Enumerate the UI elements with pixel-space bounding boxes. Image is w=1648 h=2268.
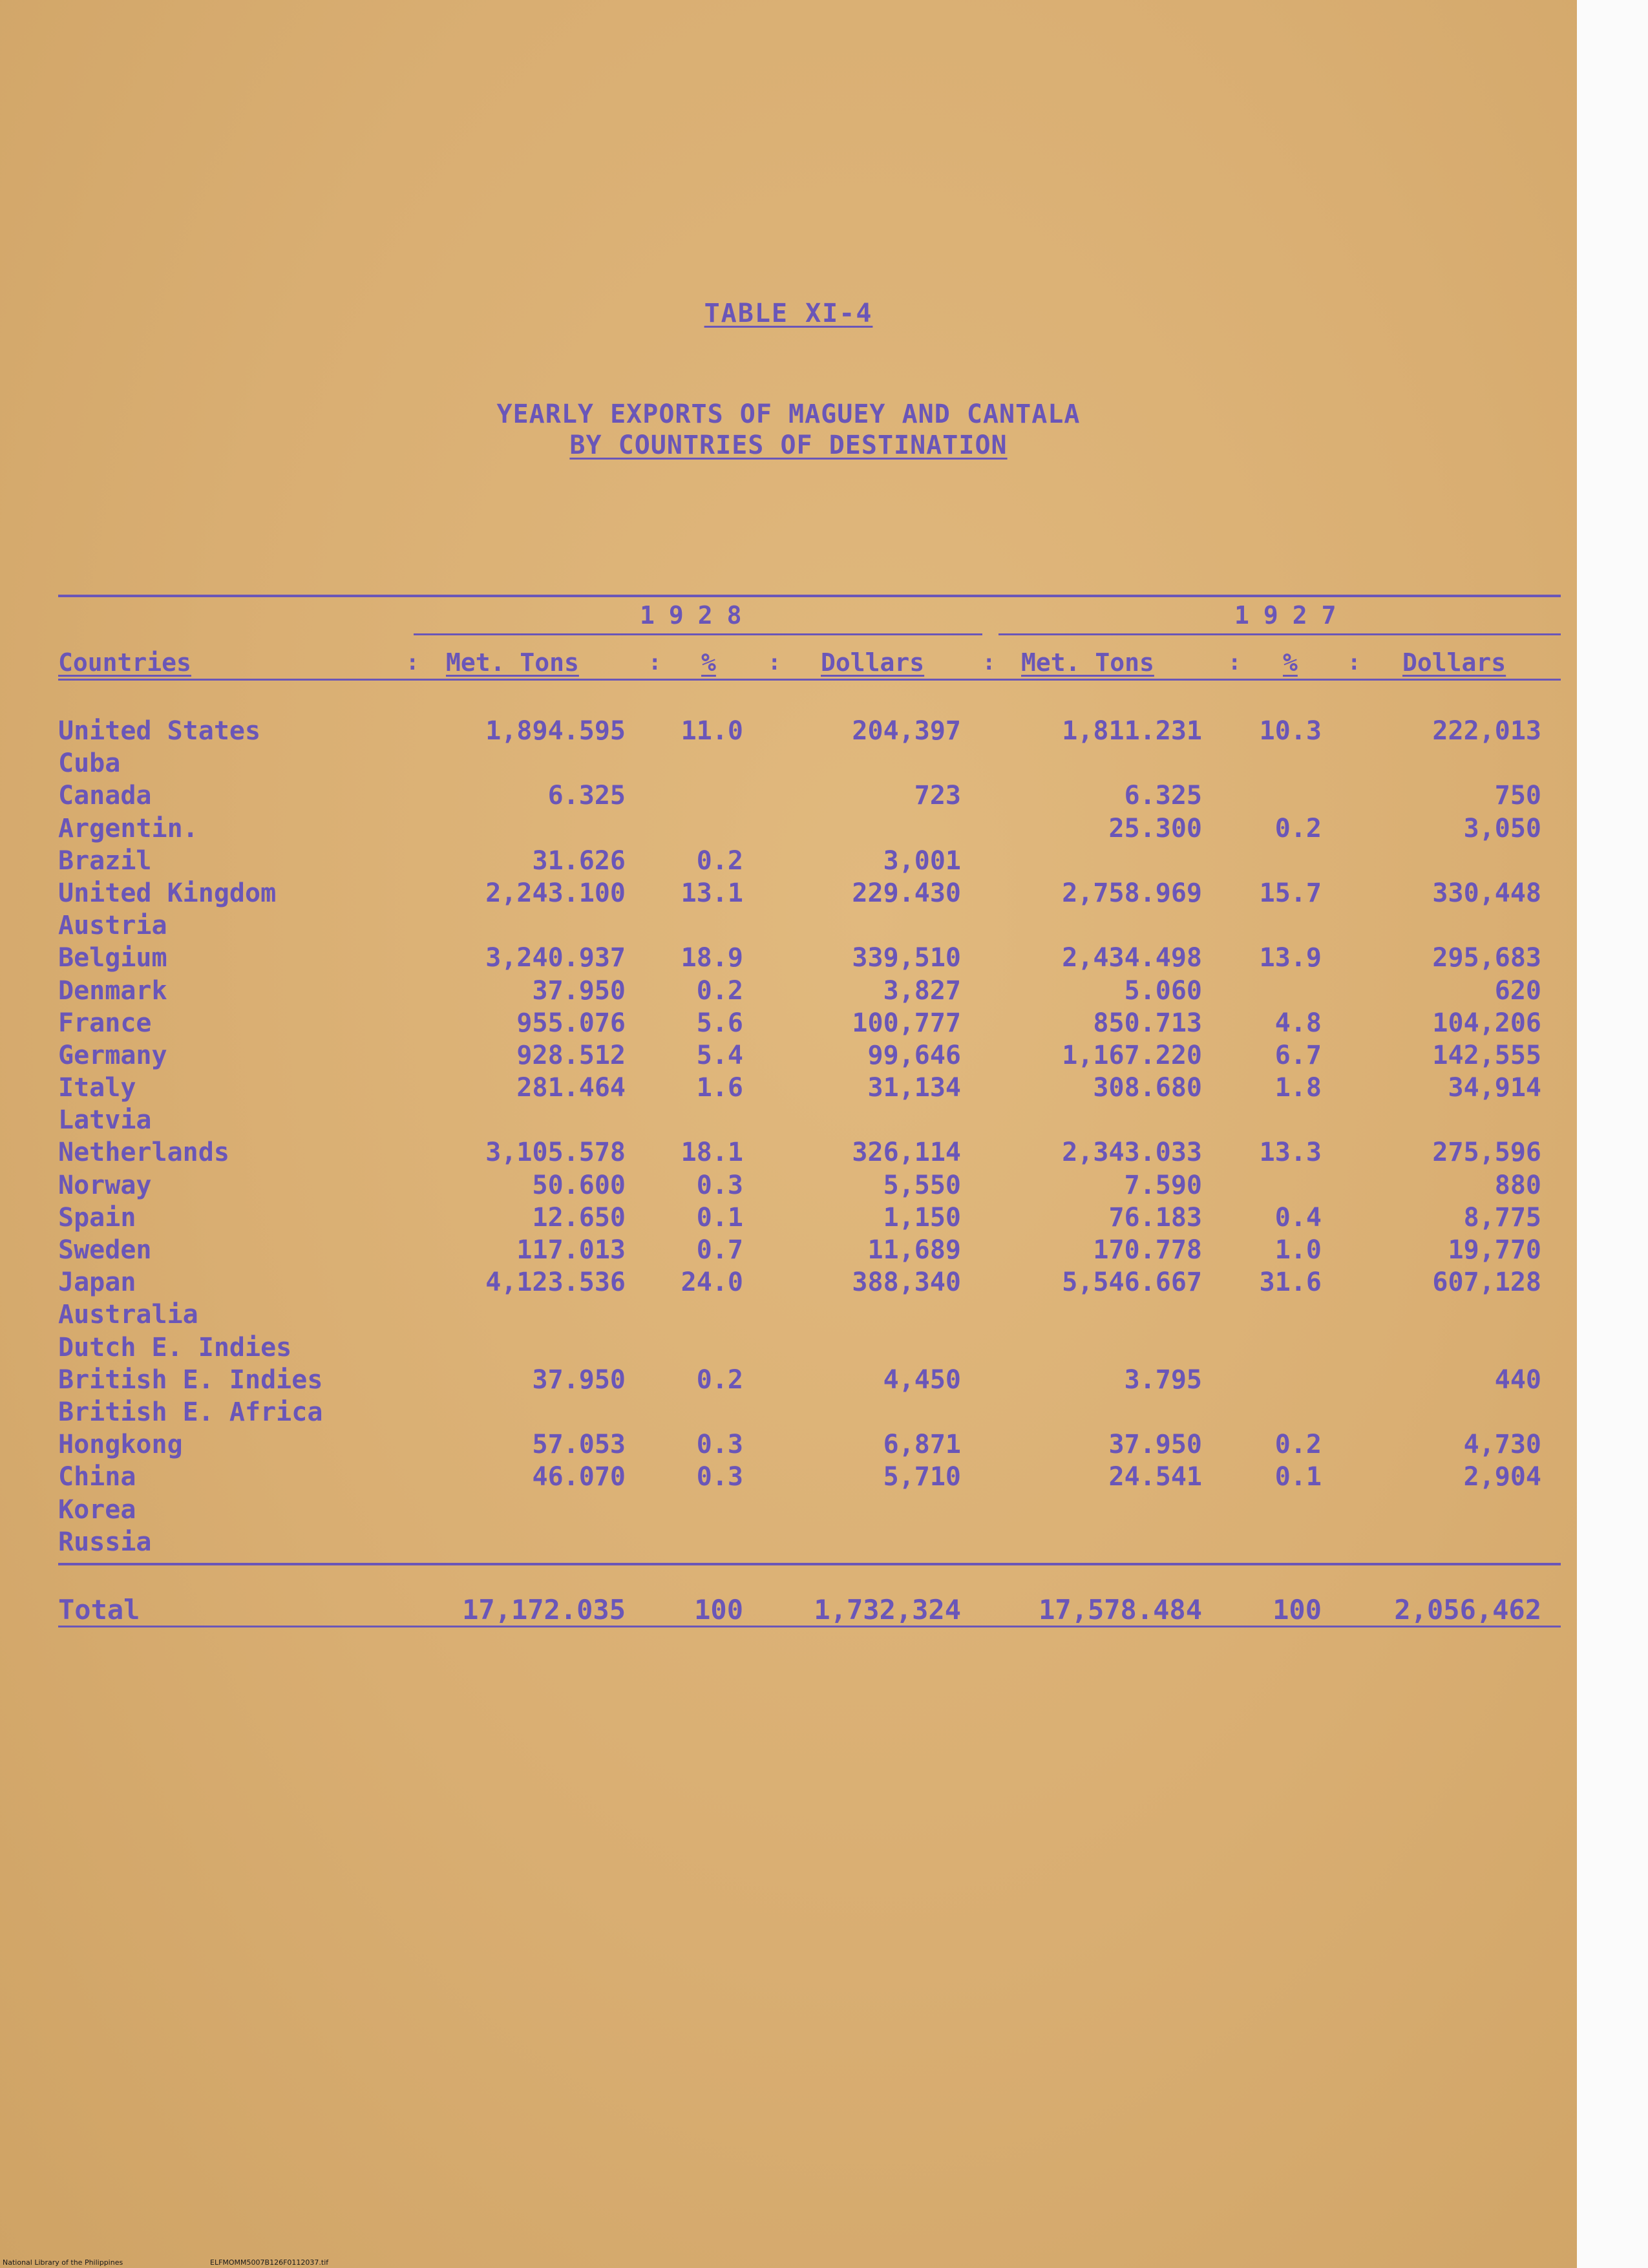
- dollars-1928-cell: 100,777: [852, 1008, 961, 1038]
- dollars-1928-cell: 204,397: [852, 716, 961, 746]
- pct-1927-cell: 4.8: [1274, 1008, 1322, 1038]
- total-row: [0, 1595, 1577, 1627]
- tons-1928-cell: 955.076: [516, 1008, 626, 1038]
- column-header-pct-1927: %: [1283, 648, 1298, 677]
- pct-1927-cell: 10.3: [1259, 716, 1322, 746]
- column-header-dollars-1927: Dollars: [1402, 648, 1506, 677]
- table-row: [0, 1171, 1577, 1203]
- dollars-1927-cell: 4,730: [1463, 1430, 1541, 1460]
- dollars-1928-cell: 31,134: [867, 1073, 961, 1103]
- tons-1927-cell: 2,434.498: [1062, 943, 1202, 973]
- country-name-cell: Argentin.: [58, 813, 198, 843]
- tons-1928-cell: 57.053: [532, 1430, 626, 1460]
- year-1927-heading: 1927: [1234, 601, 1351, 630]
- pct-1928-cell: 0.2: [696, 845, 743, 876]
- tons-1927-cell: 2,343.033: [1062, 1138, 1202, 1168]
- tons-1927-cell: 1,811.231: [1062, 716, 1202, 746]
- country-name-cell: Netherlands: [58, 1138, 229, 1168]
- scan-credit: National Library of the Philippines: [3, 2258, 123, 2267]
- dollars-1928-cell: 388,340: [852, 1267, 961, 1298]
- table-top-rule: [58, 595, 1561, 597]
- country-name-cell: Germany: [58, 1040, 167, 1070]
- country-name-cell: Italy: [58, 1073, 136, 1103]
- table-row: [0, 943, 1577, 975]
- column-header-dollars-1928: Dollars: [821, 648, 925, 677]
- table-row: [0, 748, 1577, 781]
- dollars-1927-cell: 880: [1494, 1170, 1541, 1200]
- tons-1928-cell: 6.325: [547, 781, 626, 811]
- total-dollars-1928: 1,732,324: [814, 1594, 961, 1626]
- tons-1928-cell: 37.950: [532, 1364, 626, 1395]
- table-row: [0, 1008, 1577, 1041]
- pct-1928-cell: 5.4: [696, 1040, 743, 1070]
- table-row: [0, 1235, 1577, 1267]
- dollars-1928-cell: 229.430: [852, 878, 961, 908]
- country-name-cell: Russia: [58, 1527, 152, 1557]
- column-separator: :: [648, 650, 662, 675]
- tons-1927-cell: 3.795: [1124, 1364, 1202, 1395]
- country-name-cell: Spain: [58, 1202, 136, 1233]
- column-separator: :: [982, 650, 996, 675]
- dollars-1928-cell: 5,710: [883, 1462, 961, 1492]
- table-row: [0, 1138, 1577, 1170]
- pct-1928-cell: 18.9: [681, 943, 743, 973]
- total-tons-1927: 17,578.484: [1039, 1594, 1202, 1626]
- tons-1928-cell: 928.512: [516, 1040, 626, 1070]
- pct-1927-cell: 0.4: [1274, 1202, 1322, 1233]
- table-row: [0, 976, 1577, 1008]
- table-number: TABLE XI-4: [704, 299, 873, 328]
- table-row: [0, 878, 1577, 911]
- pct-1928-cell: 0.7: [696, 1235, 743, 1265]
- dollars-1928-cell: 723: [914, 781, 961, 811]
- total-rule: [58, 1563, 1561, 1565]
- column-header-pct-1928: %: [701, 648, 716, 677]
- dollars-1928-cell: 5,550: [883, 1170, 961, 1200]
- document-subtitle: BY COUNTRIES OF DESTINATION: [569, 430, 1008, 460]
- tons-1927-cell: 170.778: [1093, 1235, 1202, 1265]
- country-name-cell: Canada: [58, 781, 152, 811]
- tons-1928-cell: 117.013: [516, 1235, 626, 1265]
- pct-1928-cell: 11.0: [681, 716, 743, 746]
- dollars-1927-cell: 34,914: [1448, 1073, 1541, 1103]
- dollars-1927-cell: 330,448: [1432, 878, 1541, 908]
- country-name-cell: British E. Africa: [58, 1397, 323, 1427]
- country-name-cell: Norway: [58, 1170, 152, 1200]
- table-row: [0, 1430, 1577, 1462]
- tons-1927-cell: 1,167.220: [1062, 1040, 1202, 1070]
- tons-1928-cell: 2,243.100: [485, 878, 626, 908]
- dollars-1927-cell: 8,775: [1463, 1202, 1541, 1233]
- dollars-1928-cell: 6,871: [883, 1430, 961, 1460]
- country-name-cell: China: [58, 1462, 136, 1492]
- pct-1928-cell: 24.0: [681, 1267, 743, 1298]
- pct-1927-cell: 0.2: [1274, 813, 1322, 843]
- tons-1927-cell: 2,758.969: [1062, 878, 1202, 908]
- column-separator: :: [768, 650, 781, 675]
- year-1928-rule: [414, 633, 982, 635]
- country-name-cell: Austria: [58, 911, 167, 941]
- tons-1927-cell: 37.950: [1108, 1430, 1202, 1460]
- dollars-1927-cell: 295,683: [1432, 943, 1541, 973]
- pct-1927-cell: 13.9: [1259, 943, 1322, 973]
- dollars-1928-cell: 4,450: [883, 1364, 961, 1395]
- column-header-tons-1928: Met. Tons: [446, 648, 579, 677]
- table-row: [0, 1203, 1577, 1235]
- pct-1928-cell: 0.3: [696, 1462, 743, 1492]
- tons-1928-cell: 281.464: [516, 1073, 626, 1103]
- country-name-cell: United States: [58, 716, 261, 746]
- column-separator: :: [1347, 650, 1361, 675]
- dollars-1927-cell: 620: [1494, 975, 1541, 1006]
- table-row: [0, 1397, 1577, 1430]
- pct-1928-cell: 18.1: [681, 1138, 743, 1168]
- country-name-cell: France: [58, 1008, 152, 1038]
- column-separator: :: [1228, 650, 1241, 675]
- pct-1927-cell: 0.2: [1274, 1430, 1322, 1460]
- pct-1928-cell: 0.2: [696, 975, 743, 1006]
- bottom-rule: [58, 1626, 1561, 1627]
- pct-1927-cell: 1.8: [1274, 1073, 1322, 1103]
- dollars-1927-cell: 275,596: [1432, 1138, 1541, 1168]
- tons-1928-cell: 50.600: [532, 1170, 626, 1200]
- tons-1928-cell: 4,123.536: [485, 1267, 626, 1298]
- year-1928-heading: 1928: [640, 601, 756, 630]
- country-name-cell: United Kingdom: [58, 878, 277, 908]
- country-name-cell: Australia: [58, 1300, 198, 1330]
- tons-1928-cell: 3,105.578: [485, 1138, 626, 1168]
- table-row: [0, 1300, 1577, 1332]
- tons-1928-cell: 46.070: [532, 1462, 626, 1492]
- tons-1928-cell: 31.626: [532, 845, 626, 876]
- tons-1927-cell: 5.060: [1124, 975, 1202, 1006]
- tons-1927-cell: 25.300: [1108, 813, 1202, 843]
- total-label: Total: [58, 1594, 140, 1626]
- dollars-1927-cell: 440: [1494, 1364, 1541, 1395]
- tons-1927-cell: 24.541: [1108, 1462, 1202, 1492]
- table-row: [0, 846, 1577, 878]
- dollars-1928-cell: 326,114: [852, 1138, 961, 1168]
- pct-1927-cell: 15.7: [1259, 878, 1322, 908]
- table-row: [0, 1495, 1577, 1527]
- tons-1927-cell: 76.183: [1108, 1202, 1202, 1233]
- tons-1928-cell: 1,894.595: [485, 716, 626, 746]
- pct-1928-cell: 0.2: [696, 1364, 743, 1395]
- dollars-1928-cell: 99,646: [867, 1040, 961, 1070]
- pct-1928-cell: 1.6: [696, 1073, 743, 1103]
- country-name-cell: Denmark: [58, 975, 167, 1006]
- pct-1928-cell: 0.3: [696, 1170, 743, 1200]
- tons-1928-cell: 37.950: [532, 975, 626, 1006]
- total-pct-1927: 100: [1273, 1594, 1322, 1626]
- dollars-1927-cell: 104,206: [1432, 1008, 1541, 1038]
- table-body: [0, 716, 1577, 1560]
- dollars-1927-cell: 750: [1494, 781, 1541, 811]
- pct-1928-cell: 5.6: [696, 1008, 743, 1038]
- country-name-cell: British E. Indies: [58, 1364, 323, 1395]
- dollars-1927-cell: 2,904: [1463, 1462, 1541, 1492]
- table-row: [0, 1365, 1577, 1397]
- pct-1928-cell: 0.1: [696, 1202, 743, 1233]
- country-name-cell: Cuba: [58, 748, 121, 779]
- tons-1927-cell: 308.680: [1093, 1073, 1202, 1103]
- country-name-cell: Hongkong: [58, 1430, 183, 1460]
- table-row: [0, 911, 1577, 943]
- total-dollars-1927: 2,056,462: [1394, 1594, 1541, 1626]
- table-row: [0, 1462, 1577, 1494]
- country-name-cell: Korea: [58, 1494, 136, 1525]
- country-name-cell: Latvia: [58, 1105, 152, 1136]
- year-1927-rule: [998, 633, 1561, 635]
- pct-1928-cell: 13.1: [681, 878, 743, 908]
- dollars-1928-cell: 3,827: [883, 975, 961, 1006]
- column-header-countries: Countries: [58, 648, 191, 677]
- pct-1927-cell: 13.3: [1259, 1138, 1322, 1168]
- dollars-1927-cell: 142,555: [1432, 1040, 1541, 1070]
- tons-1928-cell: 3,240.937: [485, 943, 626, 973]
- tons-1927-cell: 6.325: [1124, 781, 1202, 811]
- tons-1927-cell: 850.713: [1093, 1008, 1202, 1038]
- dollars-1927-cell: 222,013: [1432, 716, 1541, 746]
- tons-1927-cell: 7.590: [1124, 1170, 1202, 1200]
- table-row: [0, 1333, 1577, 1365]
- pct-1927-cell: 0.1: [1274, 1462, 1322, 1492]
- country-name-cell: Brazil: [58, 845, 152, 876]
- pct-1927-cell: 6.7: [1274, 1040, 1322, 1070]
- pct-1927-cell: 31.6: [1259, 1267, 1322, 1298]
- document-title: YEARLY EXPORTS OF MAGUEY AND CANTALA: [496, 399, 1081, 429]
- country-name-cell: Belgium: [58, 943, 167, 973]
- country-name-cell: Sweden: [58, 1235, 152, 1265]
- tons-1927-cell: 5,546.667: [1062, 1267, 1202, 1298]
- total-pct-1928: 100: [694, 1594, 743, 1626]
- dollars-1927-cell: 607,128: [1432, 1267, 1541, 1298]
- total-tons-1928: 17,172.035: [462, 1594, 626, 1626]
- dollars-1927-cell: 19,770: [1448, 1235, 1541, 1265]
- tons-1928-cell: 12.650: [532, 1202, 626, 1233]
- scan-file-name: ELFMOMM5007B126F0112037.tif: [210, 2258, 329, 2267]
- scan-margin: [1577, 0, 1648, 2268]
- table-row: [0, 1041, 1577, 1073]
- country-name-cell: Dutch E. Indies: [58, 1332, 292, 1362]
- dollars-1927-cell: 3,050: [1463, 813, 1541, 843]
- dollars-1928-cell: 11,689: [867, 1235, 961, 1265]
- column-separator: :: [406, 650, 419, 675]
- pct-1927-cell: 1.0: [1274, 1235, 1322, 1265]
- table-row: [0, 1267, 1577, 1300]
- dollars-1928-cell: 1,150: [883, 1202, 961, 1233]
- table-row: [0, 781, 1577, 813]
- country-name-cell: Japan: [58, 1267, 136, 1298]
- table-row: [0, 716, 1577, 748]
- column-header-tons-1927: Met. Tons: [1021, 648, 1154, 677]
- header-rule: [58, 679, 1561, 681]
- pct-1928-cell: 0.3: [696, 1430, 743, 1460]
- table-row: [0, 1105, 1577, 1138]
- table-row: [0, 814, 1577, 846]
- table-row: [0, 1527, 1577, 1560]
- table-row: [0, 1073, 1577, 1105]
- dollars-1928-cell: 3,001: [883, 845, 961, 876]
- dollars-1928-cell: 339,510: [852, 943, 961, 973]
